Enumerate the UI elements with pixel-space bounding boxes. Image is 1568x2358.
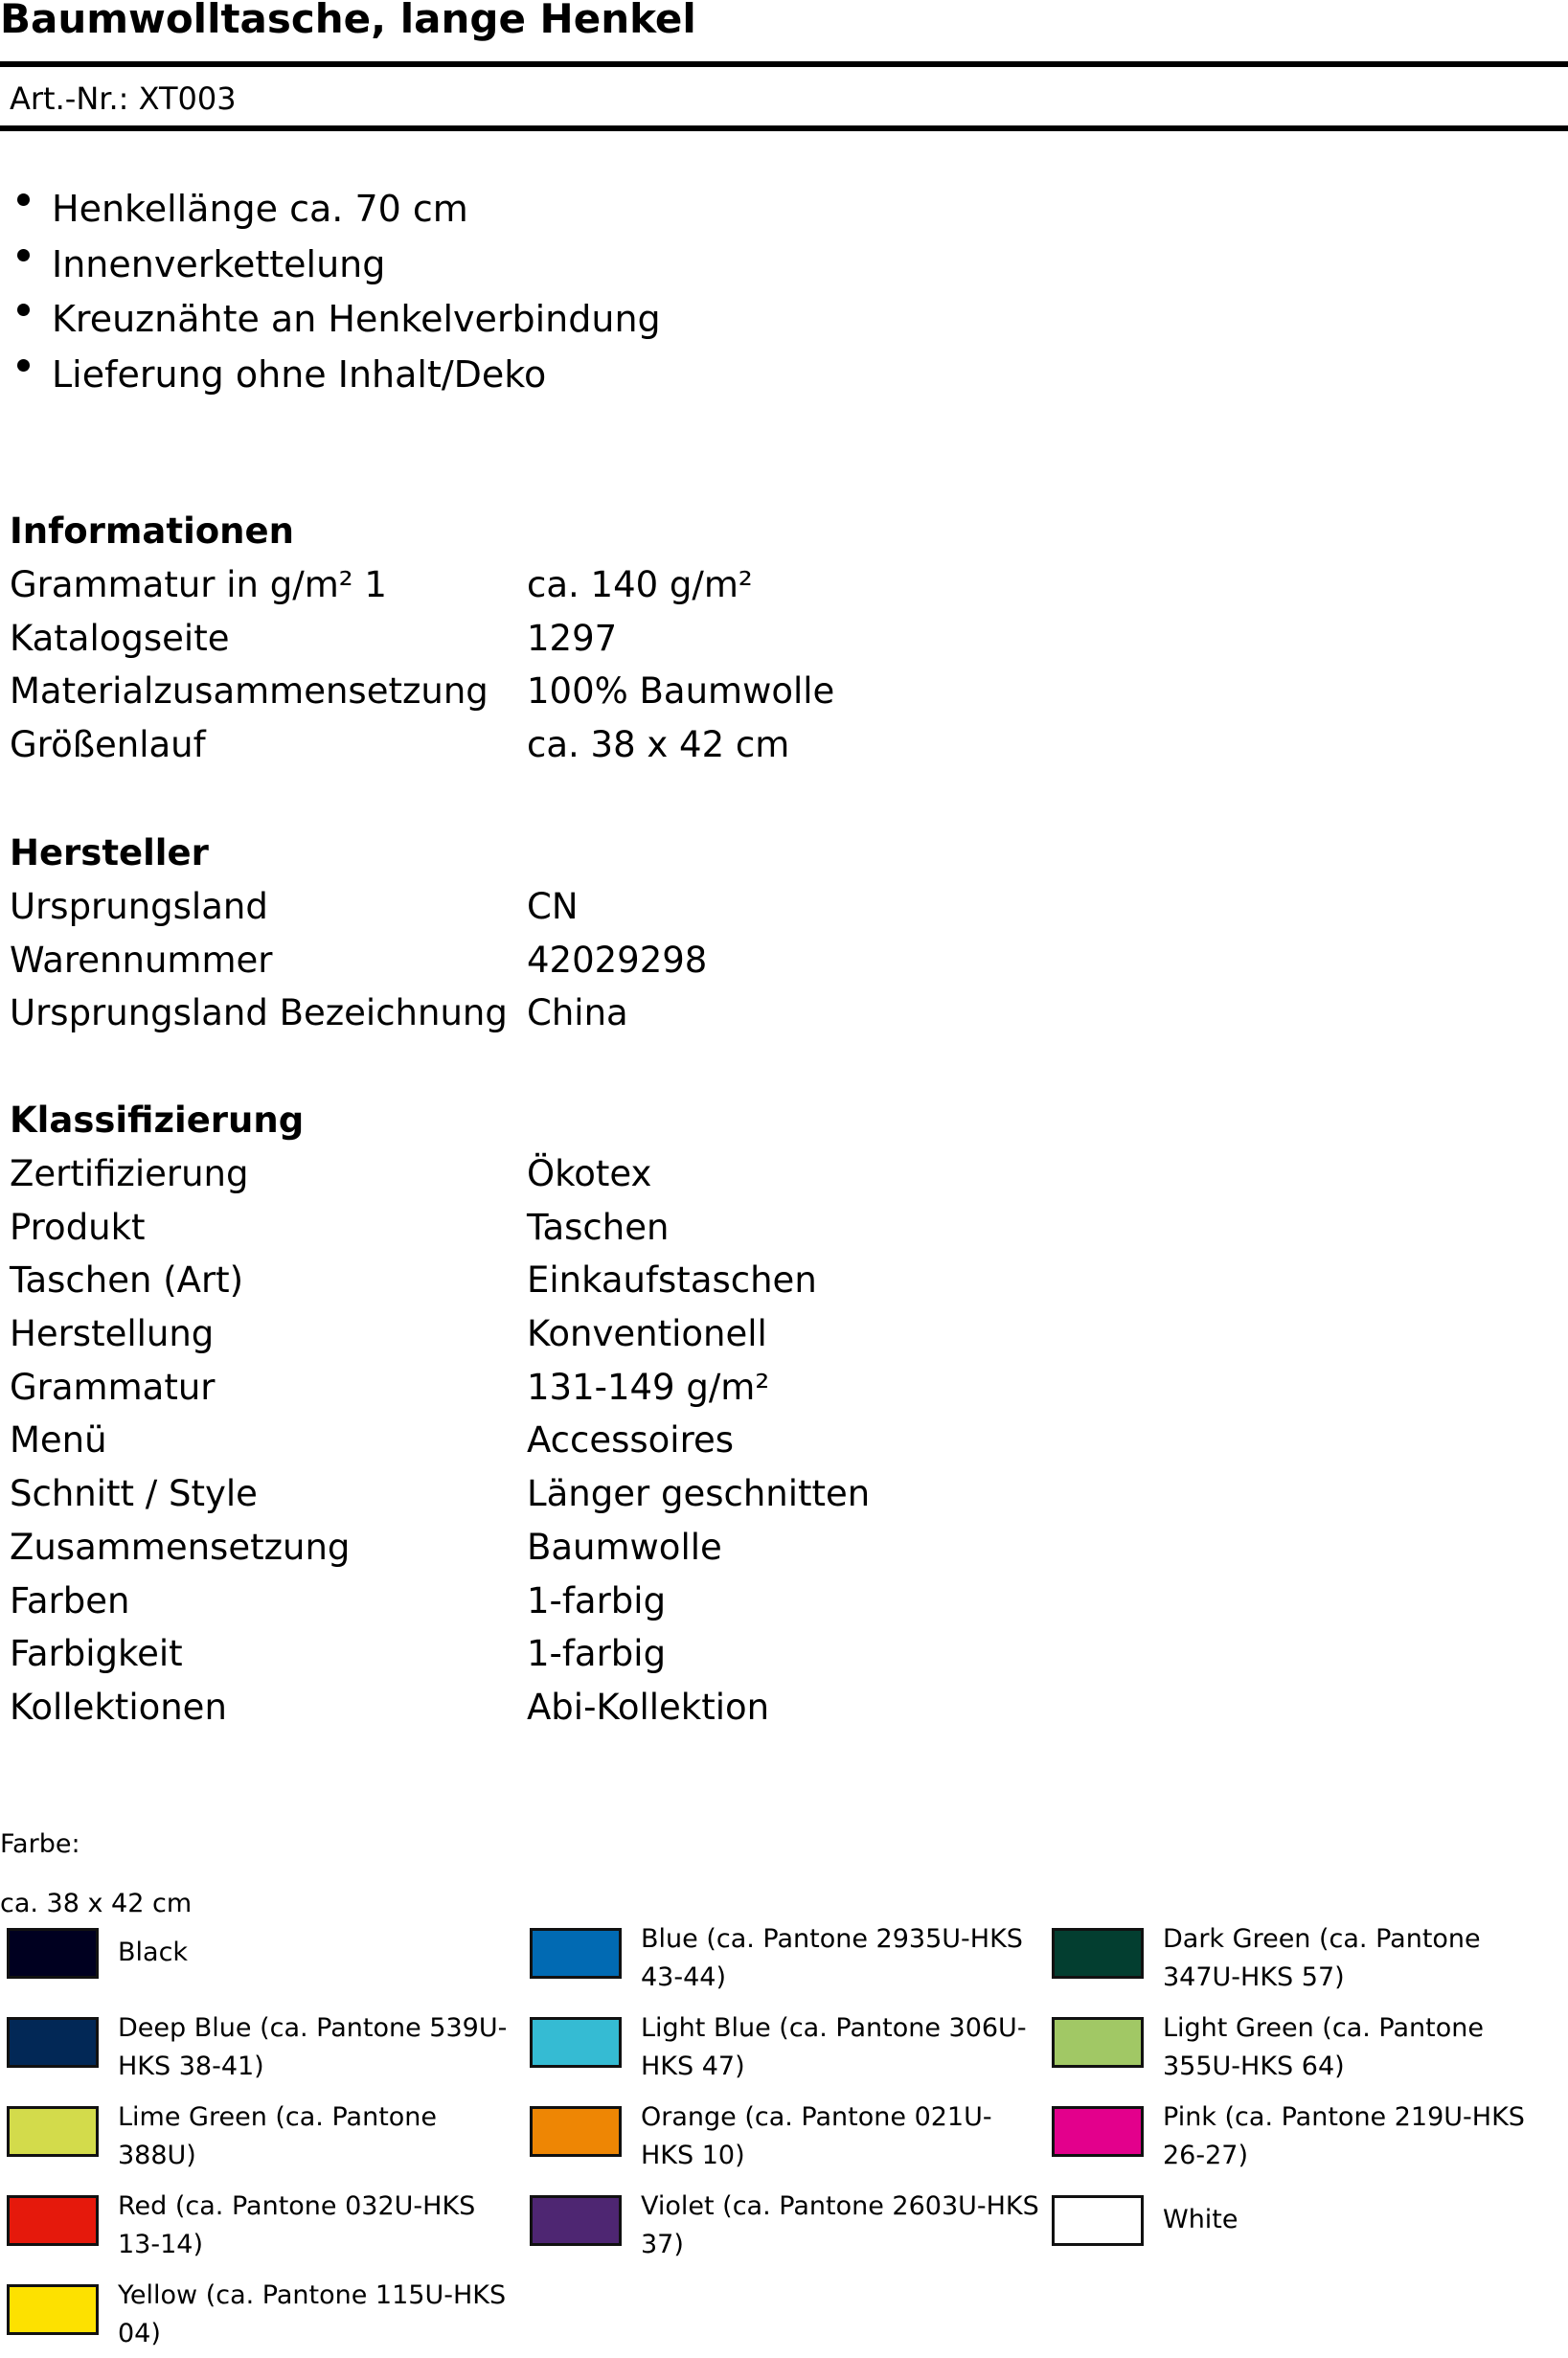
swatch-label: Black [118,1938,189,1967]
info-value: 100% Baumwolle [527,670,835,713]
info-row [10,1575,870,1628]
swatch-label: Light Blue (ca. Pantone 306U-HKS 47) [641,2013,1027,2081]
feature-text: Innenverkettelung [52,242,386,285]
info-key: Produkt [10,1206,146,1248]
swatch-color-box [1052,2017,1144,2068]
info-row [10,1521,870,1575]
swatch-color-box [7,2106,99,2157]
info-value: Einkaufstaschen [527,1259,817,1302]
feature-item [0,238,661,293]
bullet-icon [17,249,30,261]
feature-text: Henkellänge ca. 70 cm [52,188,468,230]
info-value: Abi-Kollektion [527,1686,770,1728]
info-row [10,1681,870,1734]
info-row [10,612,834,666]
info-value: 1-farbig [527,1579,667,1621]
info-value: Konventionell [527,1313,767,1355]
swatch-label: Pink (ca. Pantone 219U-HKS 26-27) [1163,2102,1525,2170]
swatch-color-box [7,2284,99,2335]
info-key: Taschen (Art) [10,1259,244,1302]
section-heading: Klassifizierung [10,1100,305,1141]
info-key: Größenlauf [10,724,206,766]
title-divider [0,61,1568,67]
swatch-color-box [1052,2106,1144,2157]
info-row [10,1307,870,1361]
swatch-color-box [530,2017,622,2068]
info-key: Materialzusammensetzung [10,670,489,713]
info-value: 42029298 [527,939,708,981]
info-row [10,1414,870,1467]
swatch-label: White [1163,2205,1238,2234]
info-value: China [527,992,628,1034]
info-row [10,1254,870,1307]
section-heading: Informationen [10,510,294,552]
info-row [10,1627,870,1681]
info-row [10,1201,870,1255]
info-key: Kollektionen [10,1686,227,1728]
feature-item [0,182,661,238]
swatch-color-box [530,2195,622,2246]
feature-item [0,348,661,403]
swatch-label: Light Green (ca. Pantone 355U-HKS 64) [1163,2013,1484,2081]
info-row [10,1361,870,1415]
feature-list [0,182,661,402]
swatch-color-box [1052,2195,1144,2246]
swatch-label: Blue (ca. Pantone 2935U-HKS 43-44) [641,1924,1023,1992]
info-key: Grammatur [10,1366,216,1408]
feature-item [0,292,661,348]
bullet-icon [17,304,30,316]
info-value: ca. 38 x 42 cm [527,724,790,766]
swatch-color-box [7,1928,99,1979]
swatch-label: Yellow (ca. Pantone 115U-HKS 04) [118,2280,507,2348]
info-value: CN [527,886,579,927]
swatch-color-box [1052,1928,1144,1979]
swatch-label: Red (ca. Pantone 032U-HKS 13-14) [118,2191,476,2259]
info-key: Ursprungsland Bezeichnung [10,992,508,1034]
info-key: Menü [10,1419,107,1462]
section-hersteller [10,827,707,1040]
product-title: Baumwolltasche, lange Henkel [0,0,696,42]
swatch-label: Deep Blue (ca. Pantone 539U-HKS 38-41) [118,2013,508,2081]
article-divider [0,125,1568,131]
info-value: Länger geschnitten [527,1473,871,1515]
swatch-color-box [530,2106,622,2157]
swatch-label: Orange (ca. Pantone 021U-HKS 10) [641,2102,992,2170]
info-row [10,718,834,772]
info-row [10,665,834,718]
info-value: 131-149 g/m² [527,1366,770,1408]
feature-text: Kreuznähte an Henkelverbindung [52,298,661,340]
info-value: Accessoires [527,1419,735,1462]
swatch-color-box [7,2195,99,2246]
swatch-label: Violet (ca. Pantone 2603U-HKS 37) [641,2191,1039,2259]
info-key: Zertifizierung [10,1153,249,1194]
info-value: 1297 [527,617,618,659]
color-label: Farbe: [0,1829,80,1859]
bullet-icon [17,359,30,372]
info-key: Grammatur in g/m² 1 [10,564,387,605]
info-value: 1-farbig [527,1633,667,1675]
info-row [10,934,707,987]
info-row [10,880,707,934]
info-key: Herstellung [10,1313,215,1355]
swatch-color-box [530,1928,622,1979]
info-row [10,1147,870,1201]
info-key: Ursprungsland [10,886,268,927]
article-number: Art.-Nr.: XT003 [10,80,237,117]
info-row [10,558,834,612]
bullet-icon [17,193,30,206]
section-informationen [10,505,834,772]
info-value: ca. 140 g/m² [527,564,753,605]
info-key: Zusammensetzung [10,1526,351,1568]
info-key: Farbigkeit [10,1633,183,1675]
section-klassifizierung [10,1094,870,1734]
swatch-label: Dark Green (ca. Pantone 347U-HKS 57) [1163,1924,1481,1992]
info-key: Farben [10,1579,130,1621]
info-value: Baumwolle [527,1526,722,1568]
info-row [10,1467,870,1521]
info-value: Ökotex [527,1153,652,1194]
info-key: Schnitt / Style [10,1473,258,1515]
swatch-label: Lime Green (ca. Pantone 388U) [118,2102,438,2170]
info-row [10,986,707,1040]
info-value: Taschen [527,1206,670,1248]
section-heading: Hersteller [10,832,209,873]
info-key: Warennummer [10,939,273,981]
swatch-color-box [7,2017,99,2068]
info-key: Katalogseite [10,617,230,659]
size-label: ca. 38 x 42 cm [0,1889,193,1918]
feature-text: Lieferung ohne Inhalt/Deko [52,352,547,396]
